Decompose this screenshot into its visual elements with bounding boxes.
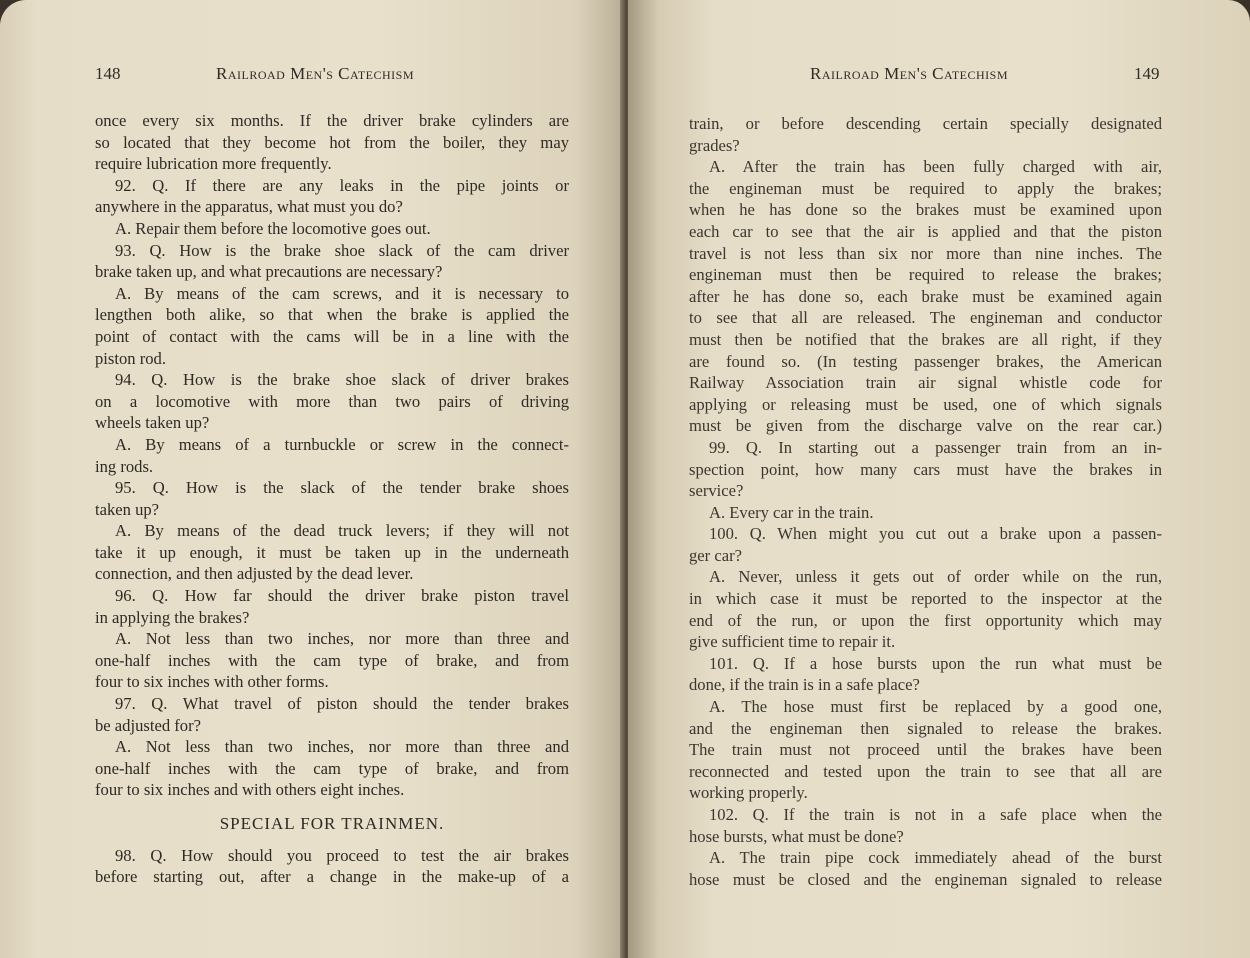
- text-line: A. Repair them before the locomotive goes out.: [115, 218, 431, 238]
- text-line: taken up?: [95, 499, 160, 519]
- text-line: wheels taken up?: [95, 413, 210, 433]
- text-line: hose bursts, what must be done?: [689, 826, 904, 846]
- running-head-right: Railroad Men's Catechism: [810, 64, 1009, 83]
- text-line: travel is not less than six nor more than nine inches. The: [689, 243, 1162, 263]
- text-line: A. The hose must first be replaced by a good one,: [709, 697, 1162, 717]
- text-line: are found so. (In testing passenger brakes, the American: [689, 351, 1162, 371]
- text-line: Railway Association train air signal whistle code for: [689, 373, 1162, 393]
- text-line: so located that they become hot from the boiler, they may: [95, 132, 569, 152]
- text-line: each car to see that the air is applied and that the piston: [689, 221, 1162, 241]
- text-line: and the engineman then signaled to release the brakes.: [689, 718, 1162, 738]
- text-line: anywhere in the apparatus, what must you do?: [95, 197, 403, 217]
- page-number-right: 149: [1134, 64, 1160, 83]
- text-line: give sufficient time to repair it.: [689, 632, 896, 652]
- text-line: point of contact with the cams will be in a line with the: [95, 326, 569, 346]
- text-line: train, or before descending certain specially designated: [689, 114, 1162, 133]
- text-line: end of the run, or upon the first opportunity which may: [689, 610, 1162, 630]
- text-line: must then be notified that the brakes are all right, if they: [689, 329, 1162, 349]
- text-line: 102. Q. If the train is not in a safe place when the: [709, 805, 1162, 824]
- text-line: one-half inches with the cam type of brake, and from: [95, 650, 569, 670]
- text-line: connection, and then adjusted by the dead lever.: [95, 564, 414, 584]
- text-line: applying or releasing must be used, one of which signals: [689, 394, 1162, 414]
- text-line: the engineman must be required to apply the brakes;: [689, 178, 1162, 198]
- right-text-block: [689, 113, 1162, 890]
- left-text-block-bottom: [95, 845, 569, 888]
- text-line: one-half inches with the cam type of brake, and from: [95, 758, 569, 778]
- text-line: grades?: [689, 135, 740, 155]
- text-line: 95. Q. How is the slack of the tender brake shoes: [115, 478, 569, 498]
- text-line: piston rod.: [95, 348, 166, 368]
- text-line: be adjusted for?: [95, 715, 201, 735]
- text-line: A. Not less than two inches, nor more than three and: [115, 629, 569, 649]
- text-line: A. By means of a turnbuckle or screw in the connect-: [115, 434, 569, 454]
- text-line: spection point, how many cars must have the brakes in: [689, 459, 1162, 479]
- text-line: on a locomotive with more than two pairs of driving: [95, 391, 569, 411]
- text-line: once every six months. If the driver brake cylinders are: [95, 111, 569, 130]
- text-line: reconnected and tested upon the train to see that all are: [689, 761, 1162, 781]
- text-line: 93. Q. How is the brake shoe slack of the cam driver: [115, 240, 569, 260]
- text-line: ing rods.: [95, 456, 154, 476]
- text-line: four to six inches and with others eight inches.: [95, 780, 405, 800]
- text-line: 101. Q. If a hose bursts upon the run what must be: [709, 653, 1162, 673]
- text-line: A. The train pipe cock immediately ahead of the burst: [709, 848, 1162, 868]
- text-line: 97. Q. What travel of piston should the tender brakes: [115, 694, 569, 714]
- text-line: 98. Q. How should you proceed to test the air brakes: [115, 845, 569, 865]
- page-number-left: 148: [95, 64, 121, 83]
- text-line: A. By means of the dead truck levers; if they will not: [115, 521, 569, 541]
- text-line: service?: [689, 481, 744, 501]
- text-line: ger car?: [689, 545, 742, 565]
- text-line: brake taken up, and what precautions are necessary?: [95, 262, 443, 282]
- text-line: 92. Q. If there are any leaks in the pipe joints or: [115, 175, 569, 195]
- text-line: engineman must then be required to release the brakes;: [689, 265, 1162, 285]
- text-line: A. By means of the cam screws, and it is necessary to: [115, 283, 569, 303]
- text-line: must be given from the discharge valve on the rear car.): [689, 416, 1162, 436]
- text-line: to see that all are released. The engineman and conductor: [689, 308, 1162, 328]
- text-line: when he has done so the brakes must be examined upon: [689, 200, 1162, 220]
- left-text-block-top: [95, 110, 569, 801]
- text-line: hose must be closed and the engineman signaled to release: [689, 869, 1162, 889]
- text-line: A. Every car in the train.: [709, 502, 874, 522]
- text-line: 100. Q. When might you cut out a brake upon a passen-: [709, 524, 1162, 544]
- text-line: four to six inches with other forms.: [95, 672, 329, 692]
- section-heading: SPECIAL FOR TRAINMEN.: [219, 814, 445, 833]
- text-line: done, if the train is in a safe place?: [689, 675, 920, 695]
- text-line: The train must not proceed until the brakes have been: [689, 740, 1162, 760]
- text-line: A. After the train has been fully charged with air,: [709, 157, 1162, 177]
- right-page: [628, 0, 1250, 958]
- text-line: before starting out, after a change in the make-up of a: [95, 867, 569, 887]
- left-page-text: [95, 110, 569, 888]
- running-head-left: Railroad Men's Catechism: [216, 64, 415, 83]
- text-line: in applying the brakes?: [95, 607, 250, 627]
- text-line: take it up enough, it must be taken up in the underneath: [95, 542, 569, 562]
- text-line: require lubrication more frequently.: [95, 154, 332, 174]
- text-line: A. Never, unless it gets out of order while on the run,: [709, 567, 1162, 587]
- text-line: 99. Q. In starting out a passenger train from an in-: [709, 437, 1162, 457]
- text-line: A. Not less than two inches, nor more than three and: [115, 737, 569, 757]
- text-line: working properly.: [689, 783, 808, 803]
- text-line: 94. Q. How is the brake shoe slack of driver brakes: [115, 370, 569, 390]
- text-line: lengthen both alike, so that when the brake is applied the: [95, 305, 569, 325]
- text-line: after he has done so, each brake must be examined again: [689, 286, 1162, 306]
- right-page-text: [689, 113, 1162, 890]
- text-line: in which case it must be reported to the inspector at the: [689, 589, 1162, 609]
- text-line: 96. Q. How far should the driver brake piston travel: [115, 586, 569, 606]
